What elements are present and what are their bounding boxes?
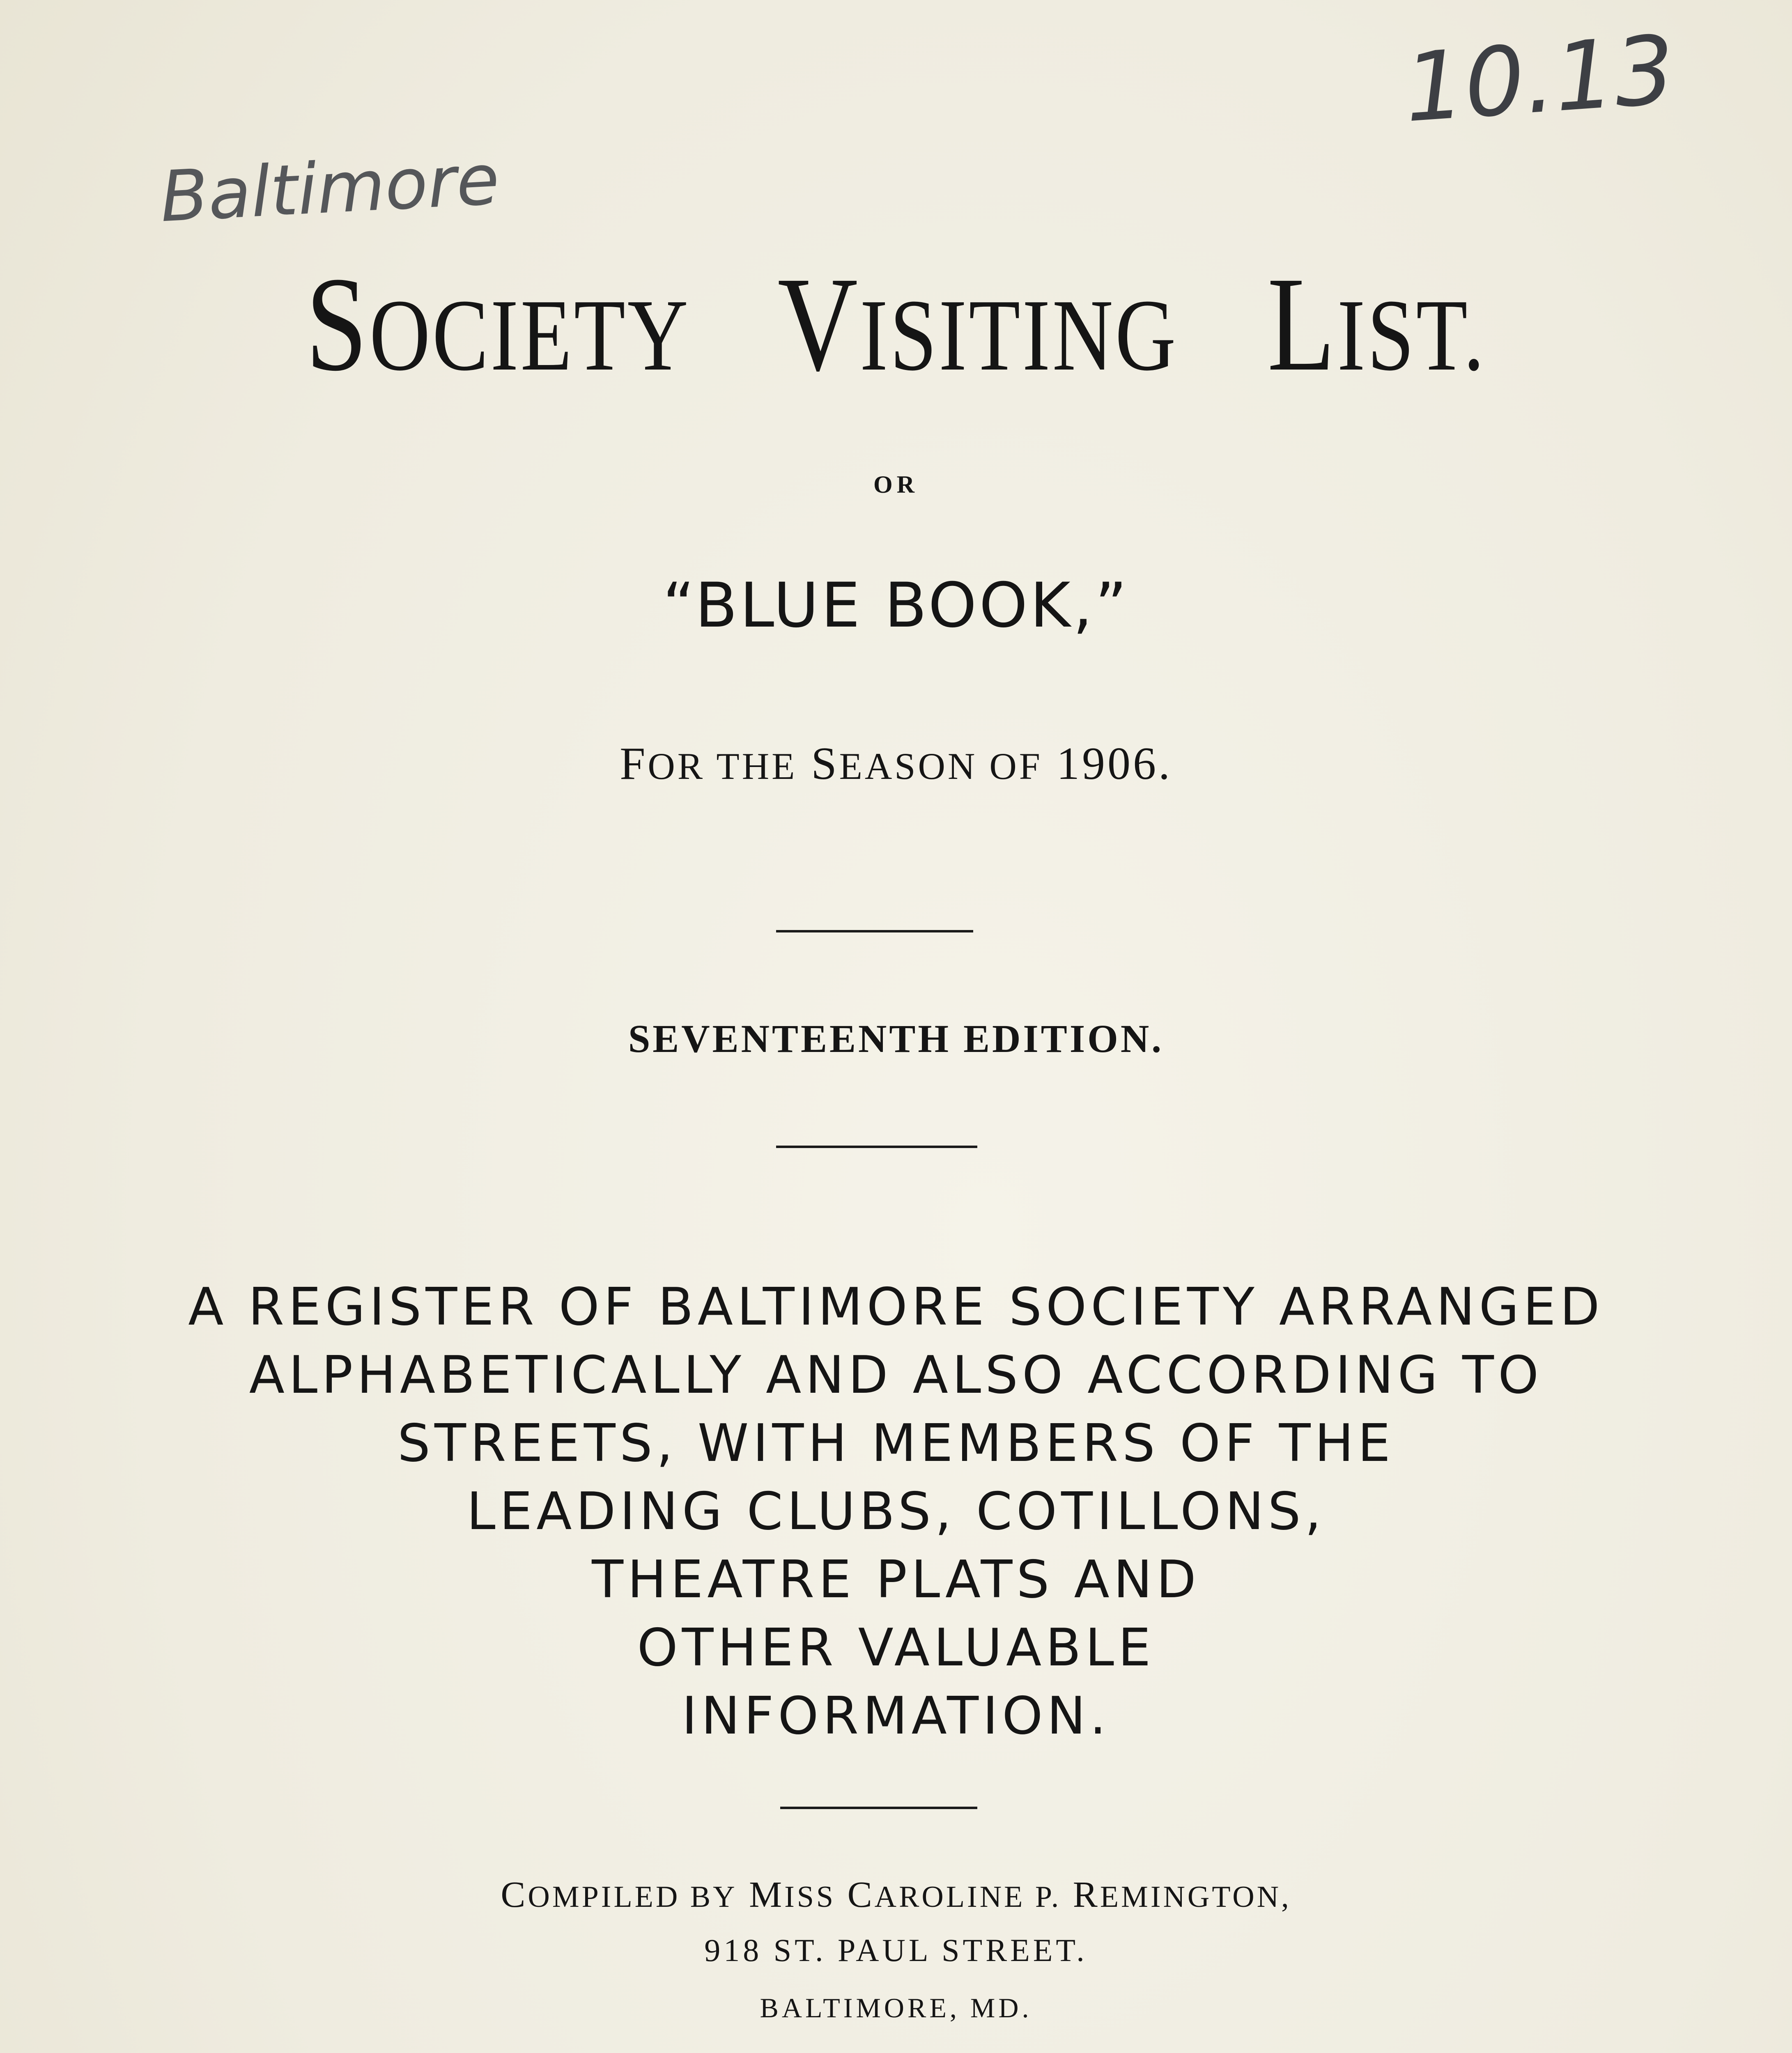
compiler-m-initial: M: [749, 1874, 785, 1915]
description-line: ALPHABETICALLY AND ALSO ACCORDING TO: [249, 1345, 1543, 1405]
description-line: LEADING CLUBS, COTILLONS,: [466, 1481, 1326, 1541]
divider-rule: [776, 1146, 977, 1148]
edition-label: SEVENTEENTH EDITION.: [628, 1017, 1164, 1061]
compiler-c-initial: C: [501, 1874, 528, 1915]
season-line: [0, 735, 1792, 795]
description-line: A REGISTER OF BALTIMORE SOCIETY ARRANGED: [188, 1277, 1604, 1337]
description-line: STREETS, WITH MEMBERS OF THE: [397, 1413, 1395, 1473]
pencil-place-text: Baltimore: [158, 139, 501, 238]
title-connector: OR: [873, 471, 919, 498]
compiler-city: BALTIMORE, MD.: [760, 1992, 1032, 2023]
title-word3-rest: IST.: [1337, 278, 1486, 392]
compiler-line: [0, 1870, 1792, 1922]
description-line: INFORMATION.: [682, 1686, 1110, 1746]
compiler-surname-initial: R: [1073, 1874, 1100, 1915]
season-year: 1906.: [1056, 738, 1172, 789]
title-word2-initial: V: [777, 249, 860, 399]
season-for-rest: OR THE: [648, 745, 797, 787]
book-title: [161, 246, 1631, 413]
divider-rule: [780, 1807, 977, 1809]
compiler-address: 918 ST. PAUL STREET.: [704, 1932, 1088, 1968]
description-line: THEATRE PLATS AND: [592, 1549, 1200, 1610]
pencil-shelf-number-text: 10.13: [1401, 15, 1678, 144]
compiler-name-initial: C: [847, 1874, 875, 1915]
subtitle: “BLUE BOOK,”: [662, 570, 1130, 641]
compiler-name-rest: AROLINE P.: [874, 1880, 1061, 1914]
pencil-catalog-line: [1187, 2049, 1473, 2053]
pencil-place-note: [158, 139, 501, 238]
title-word1-rest: OCIETY: [369, 278, 690, 392]
season-word-initial: S: [811, 738, 839, 789]
description-block: [0, 1273, 1792, 1750]
title-word1-initial: S: [306, 249, 370, 399]
season-for-initial: F: [620, 738, 648, 789]
compiler-surname-rest: EMINGTON,: [1100, 1880, 1291, 1914]
pencil-shelf-number: [1401, 15, 1678, 143]
season-word-rest: EASON OF: [839, 745, 1043, 787]
divider-rule: [776, 930, 973, 932]
description-line: OTHER VALUABLE: [637, 1617, 1155, 1678]
pencil-catalog-note: [1187, 2049, 1473, 2053]
title-word2-rest: ISITING: [859, 278, 1178, 392]
title-word3-initial: L: [1267, 249, 1337, 399]
compiler-c-rest: OMPILED BY: [528, 1880, 737, 1914]
compiler-m-rest: ISS: [784, 1880, 836, 1914]
